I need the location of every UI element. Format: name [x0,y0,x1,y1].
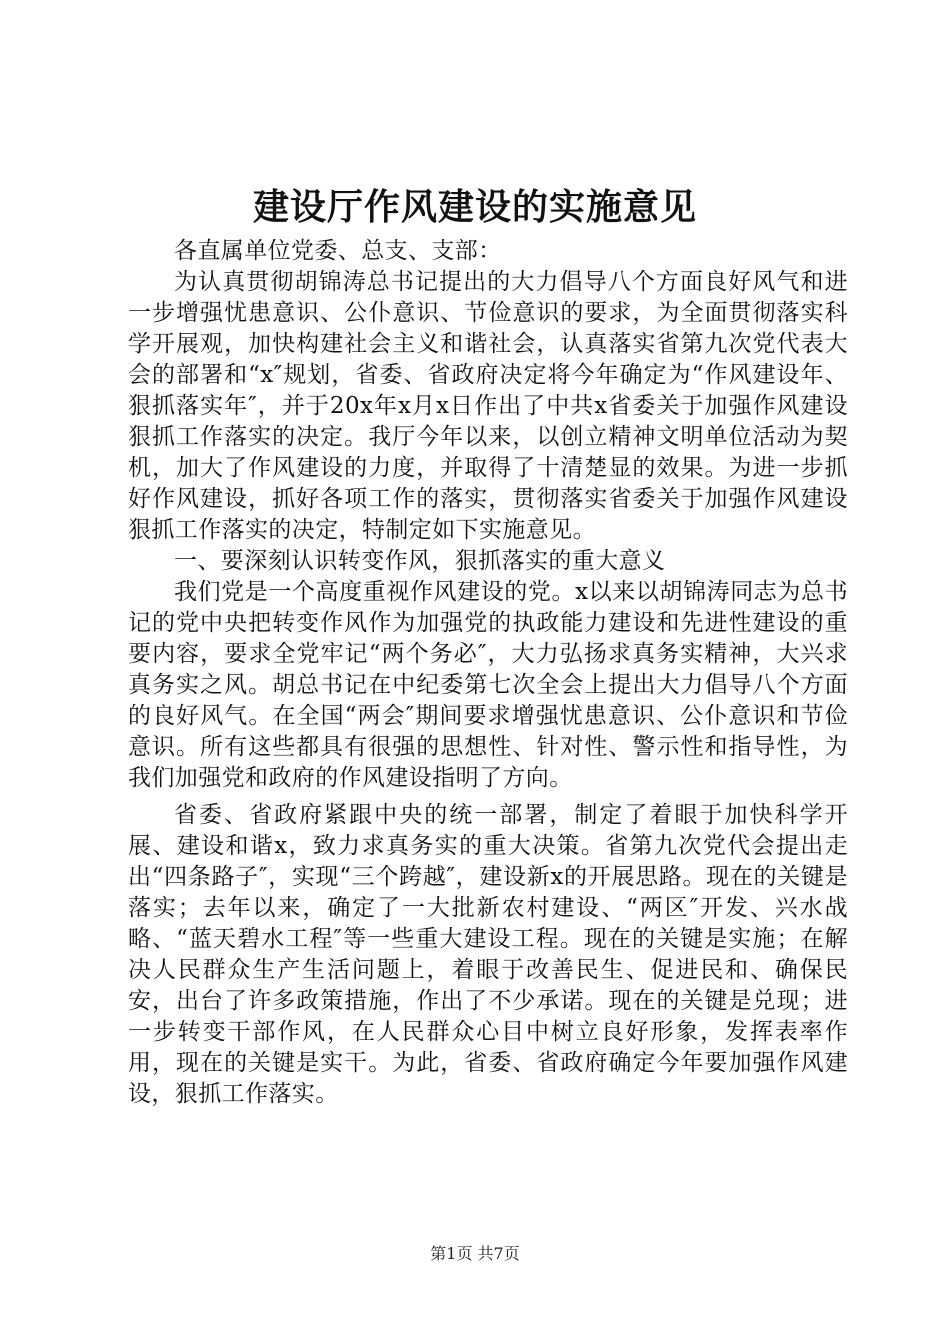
section-heading: 一、要深刻认识转变作风，狠抓落实的重大意义 [174,548,666,574]
document-title: 建设厅作风建设的实施意见 [252,186,697,228]
page-number-footer: 第1页 共7页 [430,1244,520,1263]
body-paragraph: 省委、省政府紧跟中央的统一部署，制定了着眼于加快科学开展、建设和谐x，致力求真务实的重大决策。省第九次党代会提出走出“四条路子″，实现“三个跨越″，建设新x的开展思路。现在的关键是落实；去年以来，确定了一大批新农村建设、“两区″开发、兴水战略、“蓝天碧水工程″等一些重大建设工程。现在的关键是实施；在解决人民群众生产生活问题上，着眼于改善民生、促进民和、确保民安，出台了许多政策措施，作出了不少承诺。现在的关键是兑现；进一步转变干部作风，在人民群众心目中树立良好形象，发挥表率作用，现在的关键是实干。为此，省委、省政府确定今年要加强作风建设，狠抓工作落实。 [128,802,848,1107]
body-paragraph: 我们党是一个高度重视作风建设的党。x以来以胡锦涛同志为总书记的党中央把转变作风作为加强党的执政能力建设和先进性建设的重要内容，要求全党牢记“两个务必″，大力弘扬求真务实精神，大兴求真务实之风。胡总书记在中纪委第七次全会上提出大力倡导八个方面的良好风气。在全国“两会″期间要求增强忧患意识、公仆意识和节俭意识。所有这些都具有很强的思想性、针对性、警示性和指导性，为我们加强党和政府的作风建设指明了方向。 [128,579,848,791]
document-body [128,236,848,1110]
intro-paragraph: 为认真贯彻胡锦涛总书记提出的大力倡导八个方面良好风气和进一步增强忧患意识、公仆意识、节俭意识的要求，为全面贯彻落实科学开展观，加快构建社会主义和谐社会，认真落实省第九次党代表大会的部署和“x″规划，省委、省政府决定将今年确定为“作风建设年、狠抓落实年″，并于20x年x月x日作出了中共x省委关于加强作风建设狠抓工作落实的决定。我厅今年以来，以创立精神文明单位活动为契机，加大了作风建设的力度，并取得了十清楚显的效果。为进一步抓好作风建设，抓好各项工作的落实，贯彻落实省委关于加强作风建设狠抓工作落实的决定，特制定如下实施意见。 [128,269,848,543]
salutation-paragraph: 各直属单位党委、总支、支部： [174,238,502,264]
